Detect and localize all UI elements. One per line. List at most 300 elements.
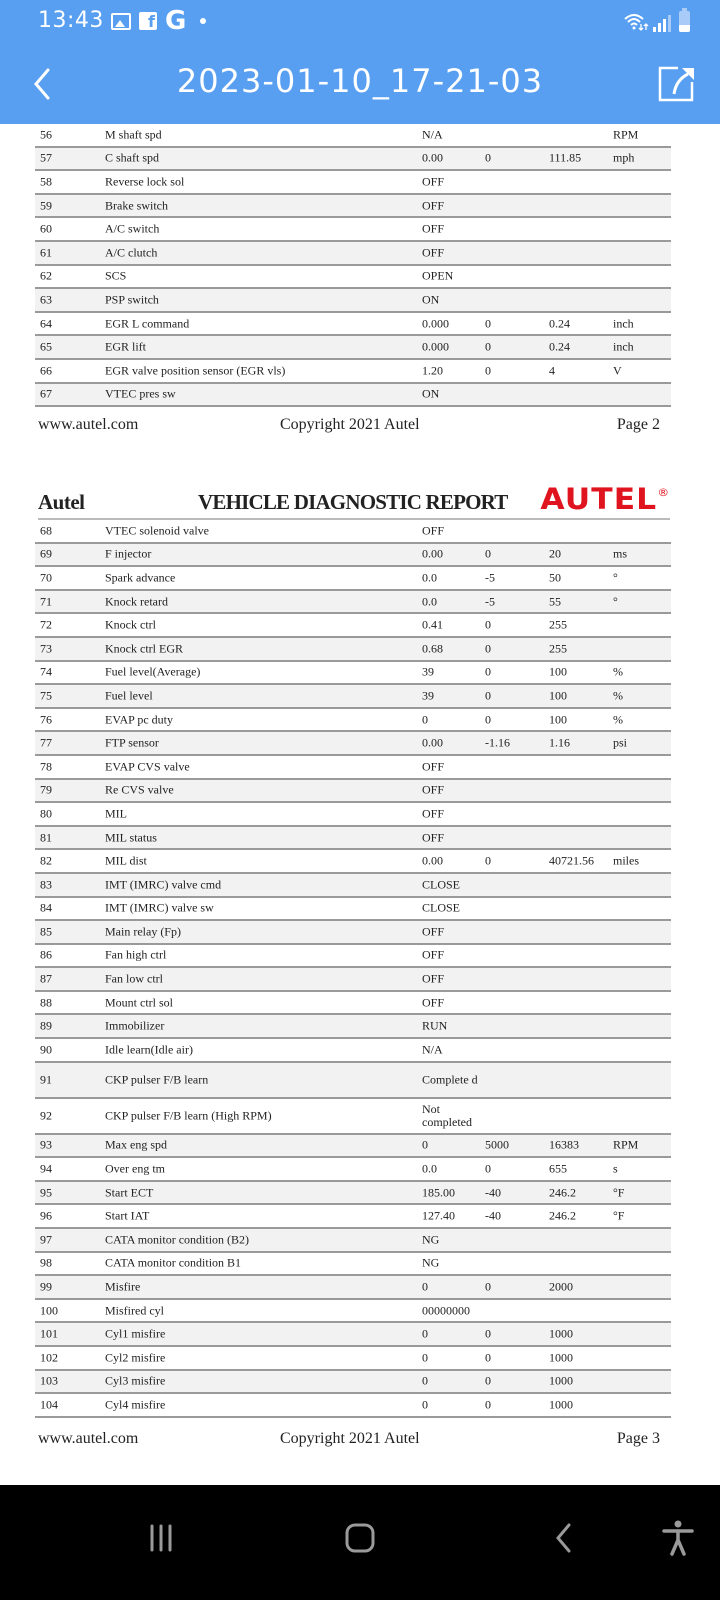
parameter-name: VTEC solenoid valve: [105, 523, 209, 538]
row-number: 100: [40, 1303, 58, 1318]
row-number: 78: [40, 759, 52, 774]
table-row: [35, 1205, 671, 1229]
parameter-min: -5: [485, 570, 495, 585]
registered-mark: ®: [657, 486, 670, 499]
parameter-value: 0.0: [422, 1161, 437, 1176]
row-number: 85: [40, 924, 52, 939]
parameter-name: Start ECT: [105, 1185, 154, 1200]
parameter-unit: %: [613, 712, 623, 727]
parameter-min: 0: [485, 1279, 491, 1294]
table-row: [35, 968, 671, 992]
parameter-value: 39: [422, 688, 434, 703]
parameter-value: OFF: [422, 523, 445, 538]
parameter-value: OFF: [422, 782, 445, 797]
row-number: 87: [40, 971, 52, 986]
page-footer-2: [38, 416, 660, 440]
table-row: [35, 1323, 671, 1347]
parameter-min: 0: [485, 363, 491, 378]
parameter-unit: °: [613, 570, 618, 585]
parameter-min: 0: [485, 664, 491, 679]
parameter-value: NG: [422, 1255, 440, 1270]
row-number: 80: [40, 806, 52, 821]
row-number: 68: [40, 523, 52, 538]
parameter-value: CLOSE: [422, 877, 461, 892]
row-number: 91: [40, 1072, 52, 1087]
parameter-value: 0: [422, 1397, 428, 1412]
report-title: VEHICLE DIAGNOSTIC REPORT: [198, 490, 508, 514]
parameter-value: OFF: [422, 759, 445, 774]
parameter-unit: RPM: [613, 1137, 639, 1152]
parameter-max: 111.85: [549, 150, 582, 165]
parameter-min: 0: [485, 1373, 491, 1388]
parameter-value: OPEN: [422, 268, 454, 283]
parameter-value: 185.00: [422, 1185, 455, 1200]
parameter-max: 655: [549, 1161, 567, 1176]
parameter-value: 0.00: [422, 735, 443, 750]
parameter-value: OFF: [422, 830, 445, 845]
signal-icon: [653, 14, 671, 32]
parameter-name: Cyl3 misfire: [105, 1373, 166, 1388]
dot-icon: [200, 18, 206, 24]
table-row: [35, 289, 671, 313]
table-row: [35, 1099, 671, 1135]
parameter-value: 0: [422, 712, 428, 727]
table-row: [35, 336, 671, 360]
row-number: 97: [40, 1232, 52, 1247]
parameter-name: A/C switch: [105, 221, 160, 236]
parameter-value: 00000000: [422, 1303, 470, 1318]
row-number: 74: [40, 664, 52, 679]
parameter-max: 0.24: [549, 316, 570, 331]
row-number: 101: [40, 1326, 58, 1341]
table-row: [35, 850, 671, 874]
parameter-value: 0: [422, 1279, 428, 1294]
parameter-name: Fan low ctrl: [105, 971, 163, 986]
row-number: 99: [40, 1279, 52, 1294]
row-number: 104: [40, 1397, 58, 1412]
parameter-name: Cyl2 misfire: [105, 1350, 166, 1365]
table-row: [35, 1371, 671, 1395]
parameter-name: Brake switch: [105, 198, 168, 213]
parameter-name: EVAP CVS valve: [105, 759, 190, 774]
parameter-max: 1.16: [549, 735, 570, 750]
parameter-unit: %: [613, 688, 623, 703]
row-number: 65: [40, 339, 52, 354]
parameter-value: OFF: [422, 221, 445, 236]
parameter-max: 1000: [549, 1326, 573, 1341]
parameter-max: 246.2: [549, 1185, 576, 1200]
table-row: [35, 1300, 671, 1324]
table-row: [35, 732, 671, 756]
table-row: [35, 874, 671, 898]
autel-logo: [540, 482, 670, 516]
table-row: [35, 148, 671, 172]
parameter-value: 1.20: [422, 363, 443, 378]
table-row: [35, 266, 671, 290]
parameter-value: 39: [422, 664, 434, 679]
parameter-max: 4: [549, 363, 555, 378]
document-viewer[interactable]: [0, 124, 720, 1485]
parameter-value: 0.00: [422, 150, 443, 165]
table-row: [35, 803, 671, 827]
home-icon: [344, 1522, 376, 1554]
parameter-name: MIL status: [105, 830, 157, 845]
parameter-min: 0: [485, 688, 491, 703]
row-number: 66: [40, 363, 52, 378]
parameter-name: EGR L command: [105, 316, 190, 331]
table-row: [35, 384, 671, 408]
status-bar: [0, 0, 720, 44]
back-icon: [552, 1522, 576, 1554]
row-number: 63: [40, 292, 52, 307]
parameter-value: ON: [422, 292, 440, 307]
parameter-min: -1.16: [485, 735, 510, 750]
parameter-min: 0: [485, 1350, 491, 1365]
parameter-value: NG: [422, 1232, 440, 1247]
table-row: [35, 1253, 671, 1277]
logo-text: AUTEL: [540, 482, 658, 516]
table-row: [35, 1182, 671, 1206]
parameter-min: 0: [485, 546, 491, 561]
home-button[interactable]: [330, 1513, 390, 1563]
parameter-value: OFF: [422, 245, 445, 260]
parameter-max: 16383: [549, 1137, 579, 1152]
facebook-icon: f: [139, 12, 157, 30]
page-footer-3: [38, 1430, 660, 1454]
parameter-max: 255: [549, 641, 567, 656]
parameter-unit: °F: [613, 1208, 625, 1223]
back-nav-button[interactable]: [534, 1513, 594, 1563]
footer-page-number: Page 3: [616, 1430, 660, 1447]
parameter-name: CKP pulser F/B learn (High RPM): [105, 1108, 272, 1123]
row-number: 72: [40, 617, 52, 632]
parameter-min: -40: [485, 1185, 501, 1200]
row-number: 77: [40, 735, 52, 750]
parameter-min: 0: [485, 1326, 491, 1341]
parameter-value: OFF: [422, 198, 445, 213]
row-number: 58: [40, 174, 52, 189]
parameter-value: 0: [422, 1326, 428, 1341]
parameter-value: OFF: [422, 947, 445, 962]
gallery-icon: [111, 13, 131, 30]
parameter-name: F injector: [105, 546, 152, 561]
parameter-unit: ms: [613, 546, 628, 561]
parameter-name: Over eng tm: [105, 1161, 165, 1176]
parameter-max: 1000: [549, 1350, 573, 1365]
parameter-max: 50: [549, 570, 561, 585]
parameter-value: 0.000: [422, 339, 449, 354]
parameter-value: ON: [422, 386, 440, 401]
table-row: [35, 1347, 671, 1371]
row-number: 75: [40, 688, 52, 703]
row-number: 61: [40, 245, 52, 260]
row-number: 93: [40, 1137, 52, 1152]
parameter-max: 40721.56: [549, 853, 594, 868]
parameter-name: Misfired cyl: [105, 1303, 164, 1318]
parameter-value: OFF: [422, 971, 445, 986]
parameter-min: 0: [485, 1397, 491, 1412]
parameter-name: MIL dist: [105, 853, 147, 868]
parameter-name: Spark advance: [105, 570, 176, 585]
parameter-unit: inch: [613, 316, 634, 331]
table-row: [35, 195, 671, 219]
table-row: [35, 1158, 671, 1182]
data-table-page-3: [35, 520, 671, 1418]
row-number: 83: [40, 877, 52, 892]
table-row: [35, 992, 671, 1016]
parameter-value: 0: [422, 1373, 428, 1388]
parameter-unit: V: [613, 363, 622, 378]
parameter-name: CATA monitor condition (B2): [105, 1232, 250, 1247]
parameter-value: 0.41: [422, 617, 443, 632]
parameter-name: Fuel level: [105, 688, 153, 703]
row-number: 89: [40, 1018, 52, 1033]
table-row: [35, 921, 671, 945]
parameter-max: 255: [549, 617, 567, 632]
parameter-value: OFF: [422, 806, 445, 821]
parameter-name: A/C clutch: [105, 245, 158, 260]
parameter-name: CKP pulser F/B learn: [105, 1072, 209, 1087]
row-number: 94: [40, 1161, 52, 1176]
parameter-name: Max eng spd: [105, 1137, 167, 1152]
table-row: [35, 1039, 671, 1063]
share-icon: [660, 68, 694, 100]
parameter-value: 127.40: [422, 1208, 455, 1223]
row-number: 79: [40, 782, 52, 797]
row-number: 73: [40, 641, 52, 656]
table-row: [35, 242, 671, 266]
parameter-min: 0: [485, 339, 491, 354]
parameter-unit: inch: [613, 339, 634, 354]
table-row: [35, 780, 671, 804]
table-row: [35, 614, 671, 638]
row-number: 59: [40, 198, 52, 213]
parameter-value: N/A: [422, 1042, 443, 1057]
footer-copyright: Copyright 2021 Autel: [280, 1430, 420, 1447]
row-number: 67: [40, 386, 52, 401]
parameter-name: Immobilizer: [105, 1018, 165, 1033]
notification-icons: [111, 6, 206, 36]
row-number: 57: [40, 150, 52, 165]
parameter-unit: s: [613, 1161, 618, 1176]
table-row: [35, 218, 671, 242]
parameter-max: 1000: [549, 1373, 573, 1388]
table-row: [35, 945, 671, 969]
table-row: [35, 520, 671, 544]
row-number: 103: [40, 1373, 58, 1388]
parameter-name: Mount ctrl sol: [105, 995, 173, 1010]
table-row: [35, 1229, 671, 1253]
parameter-name: FTP sensor: [105, 735, 159, 750]
parameter-min: 0: [485, 853, 491, 868]
table-row: [35, 1063, 671, 1099]
parameter-name: PSP switch: [105, 292, 159, 307]
parameter-min: 0: [485, 150, 491, 165]
parameter-name: Knock retard: [105, 594, 168, 609]
parameter-value: Not completed: [422, 1101, 472, 1129]
parameter-value: 0.0: [422, 570, 437, 585]
system-nav-bar: [0, 1485, 720, 1600]
parameter-name: M shaft spd: [105, 127, 162, 142]
table-row: [35, 685, 671, 709]
accessibility-button[interactable]: [648, 1513, 708, 1563]
parameter-max: 0.24: [549, 339, 570, 354]
parameter-min: 0: [485, 316, 491, 331]
parameter-value: CLOSE: [422, 900, 461, 915]
row-number: 96: [40, 1208, 52, 1223]
parameter-value: OFF: [422, 174, 445, 189]
row-number: 62: [40, 268, 52, 283]
parameter-max: 100: [549, 664, 567, 679]
table-row: [35, 638, 671, 662]
parameter-value: OFF: [422, 924, 445, 939]
parameter-name: CATA monitor condition B1: [105, 1255, 242, 1270]
row-number: 56: [40, 127, 52, 142]
parameter-value: RUN: [422, 1018, 448, 1033]
parameter-min: 0: [485, 1161, 491, 1176]
parameter-name: Cyl4 misfire: [105, 1397, 166, 1412]
row-number: 76: [40, 712, 52, 727]
parameter-value: 0.00: [422, 546, 443, 561]
parameter-name: Fan high ctrl: [105, 947, 167, 962]
parameter-name: MIL: [105, 806, 127, 821]
row-number: 88: [40, 995, 52, 1010]
parameter-unit: °F: [613, 1185, 625, 1200]
parameter-name: EVAP pc duty: [105, 712, 174, 727]
system-icons: [623, 11, 690, 32]
table-row: [35, 898, 671, 922]
parameter-name: IMT (IMRC) valve cmd: [105, 877, 222, 892]
footer-website: www.autel.com: [38, 1430, 139, 1447]
table-row: [35, 1015, 671, 1039]
table-row: [35, 1135, 671, 1159]
row-number: 82: [40, 853, 52, 868]
parameter-min: 0: [485, 712, 491, 727]
table-row: [35, 709, 671, 733]
data-table-page-2: [35, 124, 671, 407]
recents-button[interactable]: [131, 1513, 191, 1563]
parameter-max: 2000: [549, 1279, 573, 1294]
parameter-min: -40: [485, 1208, 501, 1223]
parameter-name: Start IAT: [105, 1208, 150, 1223]
row-number: 90: [40, 1042, 52, 1057]
table-row: [35, 591, 671, 615]
parameter-value: 0.0: [422, 594, 437, 609]
share-button[interactable]: [656, 64, 696, 104]
parameter-name: IMT (IMRC) valve sw: [105, 900, 214, 915]
parameter-value: 0.00: [422, 853, 443, 868]
table-row: [35, 124, 671, 148]
parameter-name: Knock ctrl EGR: [105, 641, 183, 656]
parameter-value: 0: [422, 1350, 428, 1365]
parameter-name: EGR lift: [105, 339, 146, 354]
parameter-unit: %: [613, 664, 623, 679]
row-number: 69: [40, 546, 52, 561]
row-number: 81: [40, 830, 52, 845]
battery-icon: [679, 11, 690, 32]
parameter-name: Reverse lock sol: [105, 174, 185, 189]
parameter-name: Knock ctrl: [105, 617, 156, 632]
footer-page-number: Page 2: [616, 416, 660, 433]
status-time: 13:43: [38, 8, 104, 33]
parameter-max: 100: [549, 712, 567, 727]
table-row: [35, 756, 671, 780]
parameter-name: EGR valve position sensor (EGR vls): [105, 363, 286, 378]
parameter-name: Misfire: [105, 1279, 141, 1294]
parameter-min: -5: [485, 594, 495, 609]
table-row: [35, 827, 671, 851]
parameter-min: 0: [485, 641, 491, 656]
parameter-unit: psi: [613, 735, 628, 750]
footer-copyright: Copyright 2021 Autel: [280, 416, 420, 433]
parameter-name: C shaft spd: [105, 150, 159, 165]
parameter-unit: miles: [613, 853, 639, 868]
parameter-value: 0.000: [422, 316, 449, 331]
parameter-min: 0: [485, 617, 491, 632]
table-row: [35, 313, 671, 337]
row-number: 60: [40, 221, 52, 236]
parameter-unit: mph: [613, 150, 635, 165]
accessibility-icon: [662, 1520, 694, 1556]
table-row: [35, 1394, 671, 1418]
table-row: [35, 171, 671, 195]
parameter-max: 1000: [549, 1397, 573, 1412]
parameter-value: N/A: [422, 127, 443, 142]
parameter-max: 100: [549, 688, 567, 703]
parameter-value: Complete d: [422, 1072, 478, 1087]
row-number: 71: [40, 594, 52, 609]
app-bar: [0, 44, 720, 124]
parameter-name: VTEC pres sw: [105, 386, 176, 401]
recents-icon: [146, 1523, 176, 1553]
parameter-max: 246.2: [549, 1208, 576, 1223]
google-icon: G: [165, 6, 187, 36]
row-number: 98: [40, 1255, 52, 1270]
parameter-name: Re CVS valve: [105, 782, 174, 797]
table-row: [35, 360, 671, 384]
footer-website: www.autel.com: [38, 416, 139, 433]
row-number: 86: [40, 947, 52, 962]
parameter-name: Cyl1 misfire: [105, 1326, 166, 1341]
parameter-name: Main relay (Fp): [105, 924, 181, 939]
parameter-unit: RPM: [613, 127, 639, 142]
parameter-max: 55: [549, 594, 561, 609]
parameter-name: Fuel level(Average): [105, 664, 201, 679]
parameter-max: 20: [549, 546, 561, 561]
row-number: 70: [40, 570, 52, 585]
table-row: [35, 1276, 671, 1300]
report-header: [38, 482, 670, 520]
parameter-value: 0: [422, 1137, 428, 1152]
row-number: 95: [40, 1185, 52, 1200]
parameter-name: Idle learn(Idle air): [105, 1042, 193, 1057]
file-title: 2023-01-10_17-21-03: [176, 62, 544, 100]
wifi-icon: [623, 12, 649, 32]
table-row: [35, 544, 671, 568]
table-row: [35, 662, 671, 686]
parameter-value: 0.68: [422, 641, 443, 656]
row-number: 64: [40, 316, 52, 331]
row-number: 102: [40, 1350, 58, 1365]
brand-text: Autel: [38, 490, 85, 514]
table-row: [35, 567, 671, 591]
parameter-min: 5000: [485, 1137, 509, 1152]
parameter-unit: °: [613, 594, 618, 609]
row-number: 92: [40, 1108, 52, 1123]
row-number: 84: [40, 900, 52, 915]
parameter-name: SCS: [105, 268, 127, 283]
parameter-value: OFF: [422, 995, 445, 1010]
